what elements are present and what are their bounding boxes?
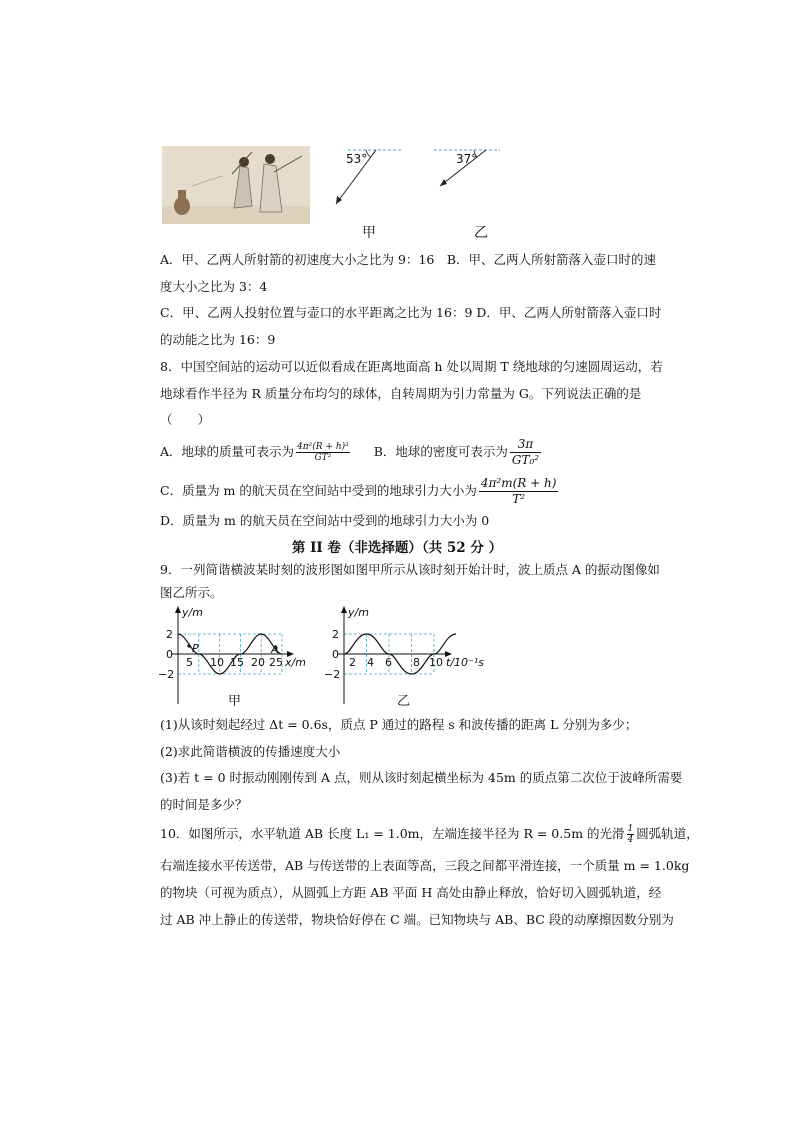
q7-option-line4: 的动能之比为 16：9: [160, 332, 276, 347]
right-xtick-10: 10: [429, 656, 443, 669]
left-xtick-10: 10: [210, 656, 224, 669]
q10-frac-den: 4: [627, 835, 634, 845]
point-a-label: A: [271, 643, 279, 656]
q7-option-line1: A．甲、乙两人所射箭的初速度大小之比为 9：16 B．甲、乙两人所射箭落入壶口时的速: [160, 252, 657, 267]
left-angle-label: 53°: [346, 152, 368, 166]
graph-right-caption: 乙: [397, 694, 411, 709]
left-ytick-neg2: −2: [158, 668, 175, 681]
left-ytick-0: 0: [166, 648, 173, 661]
right-angle-label: 37°: [456, 152, 478, 166]
right-ylabel: y/m: [348, 606, 369, 619]
q8-option-b-prefix: B．地球的密度可表示为: [373, 444, 508, 459]
q10-line4: 过 AB 冲上静止的传送带，物块恰好停在 C 端。已知物块与 AB、BC 段的动摩擦因数分别为: [160, 912, 674, 927]
left-ylabel: y/m: [182, 606, 203, 619]
q8-answer-blank: （ ）: [160, 412, 211, 427]
q9-part3-line2: 的时间是多少？: [160, 797, 248, 812]
q8-options-ab: [160, 437, 543, 468]
q9-stem-line2: 图乙所示。: [160, 585, 223, 600]
left-xtick-20: 20: [251, 656, 265, 669]
q8-option-b-den: GT₀²: [511, 453, 540, 467]
right-ytick-neg2: −2: [324, 668, 341, 681]
section-title: 第 II 卷（非选择题）（共 52 分 ）: [291, 540, 503, 556]
q8-option-c-formula: [479, 476, 559, 507]
right-xtick-2: 2: [349, 656, 356, 669]
right-ytick-2: 2: [332, 628, 339, 641]
q8-stem-line2: 地球看作半径为 R 质量分布均匀的球体，自转周期为引力常量为 G。下列说法正确的是: [160, 386, 642, 401]
q10-line3: 的物块（可视为质点），从圆弧上方距 AB 平面 H 高处由静止释放，恰好切入圆弧轨道，经: [160, 885, 662, 900]
right-xlabel: t/10⁻¹s: [446, 656, 484, 669]
q8-option-a-num: 4π²(R + h)³: [297, 442, 349, 452]
q8-option-c: [160, 476, 560, 507]
left-xtick-5: 5: [186, 656, 193, 669]
q8-option-c-den: T²: [512, 492, 526, 506]
q8-stem-line1: 8．中国空间站的运动可以近似看成在距离地面高 h 处以周期 T 绕地球的匀速圆周运动，若: [160, 359, 663, 374]
q8-option-c-prefix: C．质量为 m 的航天员在空间站中受到的地球引力大小为: [160, 483, 477, 498]
pitch-pot-painting: [162, 146, 310, 224]
q7-option-line3: C．甲、乙两人投射位置与壶口的水平距离之比为 16：9 D．甲、乙两人所射箭落入壶口时: [160, 305, 662, 320]
diagram-label-left: 甲: [362, 225, 376, 241]
q8-option-b-formula: [510, 437, 541, 468]
q8-option-a-prefix: A．地球的质量可表示为: [160, 444, 295, 459]
diagram-label-right: 乙: [474, 225, 488, 241]
q8-option-d: D．质量为 m 的航天员在空间站中受到的地球引力大小为 0: [160, 513, 490, 528]
q10-quarter-fraction: [627, 824, 635, 845]
q8-option-b-num: 3π: [510, 437, 541, 453]
graph-left-caption: 甲: [228, 694, 242, 709]
left-xtick-25: 25: [269, 656, 283, 669]
q10-line2: 右端连接水平传送带，AB 与传送带的上表面等高，三段之间都平滑连接，一个质量 m = 1.0kg: [160, 858, 690, 873]
q9-stem-line1: 9．一列简谐横波某时刻的波形图如图甲所示从该时刻开始计时，波上质点 A 的振动图像如: [160, 562, 660, 577]
q8-option-a-den: GT²: [314, 453, 332, 463]
q8-option-a-formula: [296, 442, 350, 463]
q9-part2: (2)求此简谐横波的传播速度大小: [160, 744, 341, 759]
q10-frac-num: 1: [627, 824, 634, 834]
right-xtick-6: 6: [385, 656, 392, 669]
left-ytick-2: 2: [166, 628, 173, 641]
q10-line1-b: 圆弧轨道，: [636, 826, 699, 841]
right-ytick-0: 0: [332, 648, 339, 661]
q8-option-c-num: 4π²m(R + h): [480, 476, 557, 490]
point-p-label: P: [192, 642, 199, 655]
right-xtick-8: 8: [413, 656, 420, 669]
q10-line1-a: 10．如图所示，水平轨道 AB 长度 L₁ = 1.0m，左端连接半径为 R = 0.5m 的光滑: [160, 826, 625, 841]
left-xtick-15: 15: [230, 656, 244, 669]
q10-line1: [160, 824, 699, 845]
q9-part3-line1: (3)若 t = 0 时振动刚刚传到 A 点，则从该时刻起横坐标为 45m 的质点第二次位于波峰所需要: [160, 770, 683, 785]
q7-option-line2: 度大小之比为 3：4: [160, 279, 268, 294]
q9-part1: (1)从该时刻起经过 Δt = 0.6s，质点 P 通过的路程 s 和波传播的距离 L 分别为多少；: [160, 717, 638, 732]
right-xtick-4: 4: [367, 656, 374, 669]
left-xlabel: x/m: [285, 656, 306, 669]
arrow-diagrams: [320, 138, 520, 238]
